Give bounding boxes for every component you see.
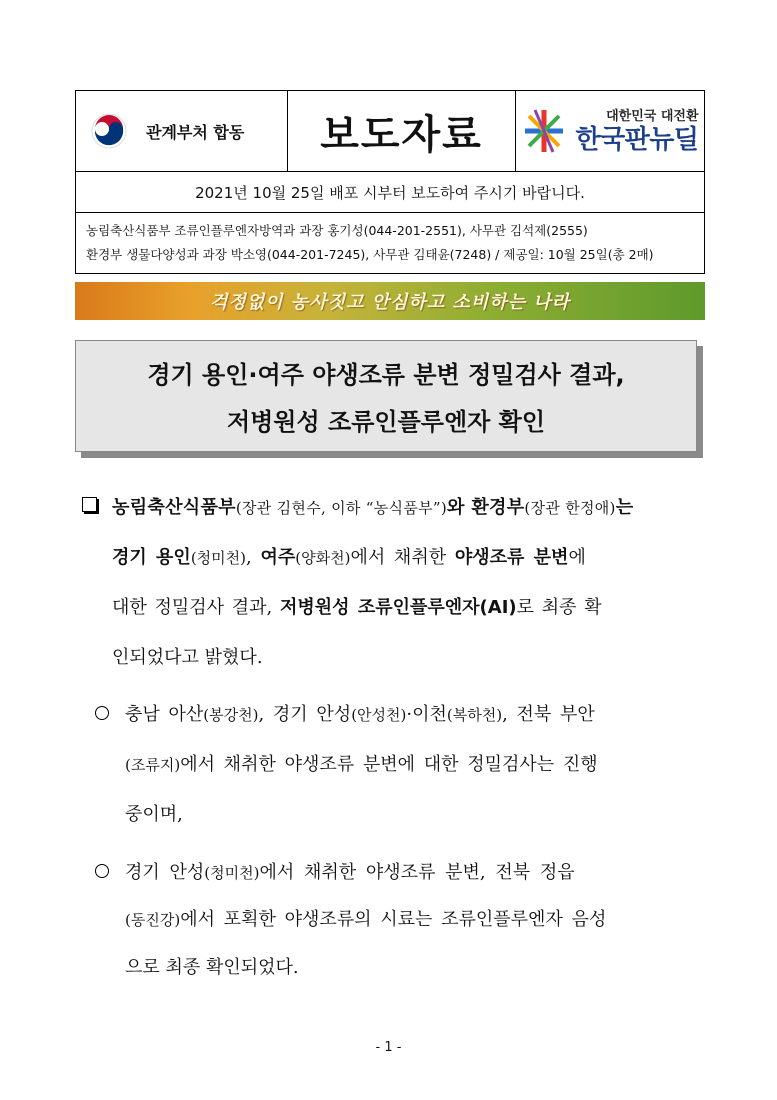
doc-type-cell [288, 91, 516, 171]
circle-bullet-icon [95, 864, 109, 878]
press-release-title: 보도자료 [320, 111, 483, 158]
press-header-table [75, 90, 705, 274]
brand-name: 한국판뉴딜 [575, 124, 699, 155]
agencies-label: 관계부처 합동 [146, 122, 245, 142]
sub2-line-2: (동진강)에서 포획한 야생조류의 시료는 조류인플루엔자 음성 [125, 909, 607, 930]
embargo-notice: 2021년 10월 25일 배포 시부터 보도하여 주시기 바랍니다. [195, 183, 585, 202]
sub1-line-3: 중이며, [125, 804, 183, 825]
header-top-row [76, 91, 704, 172]
headline-line-2: 저병원성 조류인플루엔자 확인 [226, 408, 546, 436]
headline-line-1: 경기 용인·여주 야생조류 분변 정밀검사 결과, [147, 361, 625, 389]
government-emblem-icon [90, 112, 128, 150]
sub2-line-3: 으로 최종 확인되었다. [125, 957, 299, 978]
square-bullet-icon [82, 497, 97, 512]
main-line-2: 경기 용인(청미천), 여주(양화천)에서 채취한 야생조류 분변에 [112, 547, 586, 568]
sub1-line-1: 충남 아산(봉강천), 경기 안성(안성천)·이천(복하천), 전북 부안 [125, 704, 595, 725]
headline-box [75, 340, 697, 452]
main-line-3: 대한 정밀검사 결과, 저병원성 조류인플루엔자(AI)로 최종 확 [112, 597, 602, 618]
page-number: - 1 - [375, 1040, 402, 1055]
sub1-line-2: (조류지)에서 채취한 야생조류 분변에 대한 정밀검사는 진행 [125, 754, 598, 775]
main-line-4: 인되었다고 밝혔다. [112, 647, 263, 668]
brand-text [575, 110, 698, 153]
circle-bullet-icon [95, 706, 109, 720]
slogan-banner [75, 282, 705, 320]
main-line-1: 농림축산식품부(장관 김현수, 이하 “농식품부”)와 환경부(장관 한정애)는 [112, 497, 634, 518]
sub2-line-1: 경기 안성(청미천)에서 채취한 야생조류 분변, 전북 정읍 [125, 862, 575, 883]
brand-subtitle: 대한민국 대전환 [606, 108, 699, 124]
contact-line-1: 농림축산식품부 조류인플루엔자방역과 과장 홍기성(044-201-2551), 사무관 김석제(2555) [86, 223, 588, 238]
brand-cell [516, 91, 704, 171]
contact-line-2: 환경부 생물다양성과 과장 박소영(044-201-7245), 사무관 김태윤(7248) / 제공일: 10월 25일(총 2매) [86, 247, 654, 262]
embargo-row [76, 172, 704, 213]
slogan-text: 걱정없이 농사짓고 안심하고 소비하는 나라 [209, 292, 571, 313]
agencies-cell [76, 91, 288, 171]
contact-row [76, 213, 704, 273]
korean-new-deal-logo-icon [521, 106, 567, 156]
